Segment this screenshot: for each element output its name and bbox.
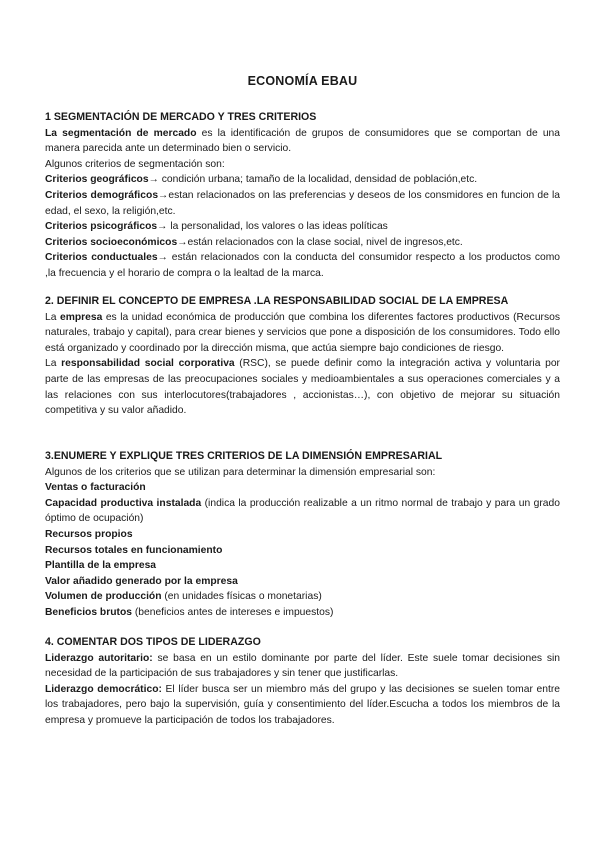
criterion-text: (indica la producción realizable a un ritmo normal de trabajo y para un grado óptimo de ocupación)	[45, 497, 560, 525]
term: responsabilidad social corporativa	[61, 358, 235, 370]
criterion-term: Capacidad productiva instalada	[45, 497, 202, 509]
criterion-item	[45, 188, 560, 219]
definition-paragraph	[45, 126, 560, 157]
criterion-term: Valor añadido generado por la empresa	[45, 575, 238, 587]
criterion-item	[45, 219, 560, 235]
criterion-term: Beneficios brutos	[45, 606, 132, 618]
section-liderazgo	[45, 635, 560, 729]
criterion-item	[45, 527, 560, 543]
intro-text: Algunos criterios de segmentación son:	[45, 158, 225, 170]
criterion-item	[45, 589, 560, 605]
document-title: ECONOMÍA EBAU	[247, 74, 358, 88]
criterion-term: Criterios psicográficos	[45, 221, 158, 233]
text: La	[45, 358, 62, 370]
section-heading: 4. COMENTAR DOS TIPOS DE LIDERAZGO	[45, 636, 261, 648]
criterion-item	[45, 496, 560, 527]
criterion-item	[45, 172, 560, 188]
criterion-term: Volumen de producción	[45, 591, 162, 603]
paragraph-text: (RSC), se puede definir como la integración activa y voluntaria por parte de las empresas de las preocupaciones sociales y medioambientales a sus operaciones comerciales y a las relaciones con sus interlocutores(trabajadores , accionistas…), con objetivo de mejorar su situación competitiva y su valor añadido.	[45, 358, 560, 417]
leadership-item	[45, 651, 560, 682]
term: La segmentación de mercado	[45, 127, 197, 139]
leadership-term: Liderazgo democrático:	[45, 683, 162, 695]
intro-text: Algunos de los criterios que se utilizan para determinar la dimensión empresarial son:	[45, 466, 436, 478]
section-heading: 2. DEFINIR EL CONCEPTO DE EMPRESA .LA RESPONSABILIDAD SOCIAL DE LA EMPRESA	[45, 295, 509, 307]
criterion-text: →estan relacionados on las preferencias y deseos de los consmidores en funcion de la edad, el sexo, la religión,etc.	[45, 189, 560, 217]
criterion-item	[45, 543, 560, 559]
leadership-text: se basa en un estilo dominante por parte del líder. Este suele tomar decisiones sin necesidad de la participación de sus trabajadores y sin tener que justificarlas.	[45, 652, 560, 680]
criterion-term: Recursos propios	[45, 528, 133, 540]
criterion-term: Plantilla de la empresa	[45, 560, 157, 572]
criterion-text: → están relacionados con la conducta del consumidor respecto a los productos como ,la frecuencia y el horario de compra o la lealtad de la marca.	[45, 252, 561, 279]
criterion-term: Ventas o facturación	[45, 482, 146, 494]
criterion-item	[45, 235, 560, 251]
section-empresa	[45, 294, 560, 419]
criterion-text: → la personalidad, los valores o las ideas políticas	[157, 221, 388, 233]
section-heading: 1 SEGMENTACIÓN DE MERCADO Y TRES CRITERIOS	[45, 111, 317, 123]
criterion-term: Criterios geográficos	[45, 174, 149, 186]
criterion-text: →están relacionados con la clase social, nivel de ingresos,etc.	[177, 236, 463, 248]
criterion-item	[45, 250, 560, 281]
section-dimension	[45, 449, 560, 621]
leadership-text: El líder busca ser un miembro más del grupo y las decisiones se suelen tomar entre los trabajadores, pero bajo la supervisión, guía y consentimiento del líder.Escucha a todos los miembros de la empresa y promueve la participación de todos los trabajadores.	[45, 683, 560, 726]
paragraph-text: es la unidad económica de producción que combina los diferentes factores productivos (Recursos naturales, trabajo y capital), para crear bienes y servicios que pone a disposición de los consumidores. Todo ello está organizado y coordinado por la dirección misma, que actúa siempre bajo condiciones de riesgo.	[45, 311, 560, 354]
criterion-term: Criterios conductuales	[45, 252, 158, 264]
term: empresa	[59, 311, 103, 323]
criterion-text: → condición urbana; tamaño de la localidad, densidad de población,etc.	[148, 174, 478, 186]
criterion-item	[45, 558, 560, 574]
rsc-paragraph	[45, 356, 560, 418]
criterion-text: (beneficios antes de intereses e impuestos)	[131, 606, 334, 618]
criterion-term: Recursos totales en funcionamiento	[45, 544, 223, 556]
criterion-term: Criterios demográficos	[45, 189, 159, 201]
empresa-paragraph	[45, 310, 560, 357]
criterion-item	[45, 605, 560, 621]
definition-text: es la identificación de grupos de consumidores que se comportan de una manera parecida ante un determinado bien o servicio.	[45, 127, 561, 155]
section-heading: 3.ENUMERE Y EXPLIQUE TRES CRITERIOS DE LA DIMENSIÓN EMPRESARIAL	[45, 450, 443, 462]
criterion-text: (en unidades físicas o monetarias)	[161, 591, 322, 603]
text: La	[45, 311, 60, 323]
section-segmentacion	[45, 110, 560, 282]
criterion-item	[45, 574, 560, 590]
leadership-term: Liderazgo autoritario:	[45, 652, 153, 664]
leadership-item	[45, 682, 560, 729]
criterion-term: Criterios socioeconómicos	[45, 236, 178, 248]
criterion-item	[45, 480, 560, 496]
